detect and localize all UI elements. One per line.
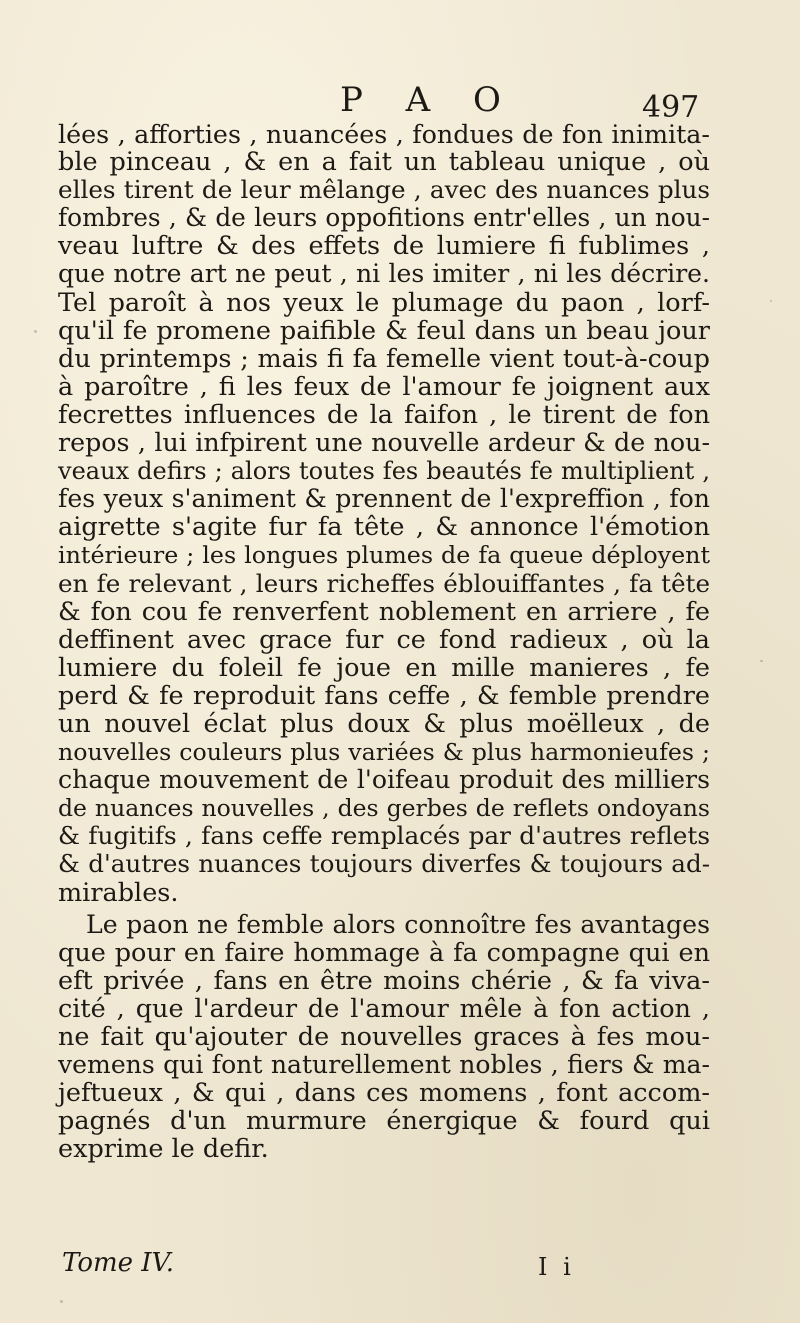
text-line: perd & fe reproduit fans ceffe , & femble prendre: [58, 680, 710, 711]
running-head: P A O: [340, 80, 517, 120]
paper-speck: [770, 300, 772, 302]
text-line: deffinent avec grace fur ce fond radieux , où la: [58, 624, 710, 655]
page-number: 497: [642, 90, 700, 125]
text-line: du printemps ; mais fi fa femelle vient tout-à-coup: [58, 343, 710, 374]
text-line: eft privée , fans en être moins chérie , & fa viva-: [58, 965, 710, 996]
text-line: lumiere du foleil fe joue en mille manieres , fe: [58, 652, 710, 683]
paragraph: [58, 120, 710, 907]
text-line: jeftueux , & qui , dans ces momens , font accom-: [58, 1078, 710, 1109]
text-line: pagnés d'un murmure énergique & fourd qui: [58, 1106, 710, 1137]
text-line: que notre art ne peut , ni les imiter , ni les décrire.: [58, 259, 710, 289]
signature-mark: I i: [538, 1253, 575, 1281]
text-line: & fon cou fe renverfent noblement en arriere , fe: [58, 596, 710, 627]
text-line: vemens qui font naturellement nobles , fiers & ma-: [58, 1050, 710, 1080]
text-line: Le paon ne femble alors connoître fes avantages: [86, 909, 710, 939]
text-line: & fugitifs , fans ceffe remplacés par d'autres reflets: [58, 821, 710, 851]
text-line: Tel paroît à nos yeux le plumage du paon , lorf-: [58, 287, 710, 318]
text-line: veau luftre & des effets de lumiere fi fublimes ,: [58, 231, 710, 262]
text-line: elles tirent de leur mêlange , avec des nuances plus: [58, 175, 710, 205]
text-line: à paroître , fi les feux de l'amour fe joignent aux: [58, 371, 710, 402]
text-line: chaque mouvement de l'oifeau produit des milliers: [58, 765, 710, 795]
page-footer: [0, 1245, 800, 1285]
text-line: de nuances nouvelles , des gerbes de reflets ondoyans: [58, 794, 710, 823]
text-line: fes yeux s'animent & prennent de l'expreffion , fon: [58, 484, 710, 514]
paper-speck: [60, 1300, 63, 1303]
text-line: qu'il fe promene paifible & feul dans un beau jour: [58, 315, 710, 346]
text-line: ble pinceau , & en a fait un tableau unique , où: [58, 147, 710, 178]
volume-label: Tome IV.: [62, 1248, 175, 1278]
paper-speck: [34, 330, 37, 333]
text-line: & d'autres nuances toujours diverfes & toujours ad-: [58, 849, 710, 879]
paper-speck: [760, 660, 763, 662]
text-line: lées , afforties , nuancées , fondues de fon inimita-: [58, 119, 710, 149]
text-line: repos , lui infpirent une nouvelle ardeur & de nou-: [58, 428, 710, 458]
text-line: cité , que l'ardeur de l'amour mêle à fon action ,: [58, 993, 710, 1024]
text-line: mirables.: [58, 877, 179, 908]
text-line: fombres , & de leurs oppofitions entr'elles , un nou-: [58, 203, 710, 233]
page-header: [0, 78, 800, 125]
text-line: nouvelles couleurs plus variées & plus harmonieufes ;: [58, 738, 710, 767]
text-line: veaux defirs ; alors toutes fes beautés fe multiplient ,: [58, 457, 710, 486]
text-line: aigrette s'agite fur fa tête , & annonce l'émotion: [58, 512, 710, 543]
text-line: en fe relevant , leurs richeffes éblouiffantes , fa tête: [58, 568, 710, 598]
text-line: exprime le defir.: [58, 1134, 269, 1165]
body-text: [58, 120, 710, 1163]
text-line: intérieure ; les longues plumes de fa queue déployent: [58, 541, 710, 570]
text-line: un nouvel éclat plus doux & plus moëlleux , de: [58, 708, 710, 739]
paragraph: [58, 911, 710, 1164]
text-line: que pour en faire hommage à fa compagne qui en: [58, 937, 710, 968]
text-line: fecrettes influences de la faifon , le tirent de fon: [58, 399, 710, 430]
text-line: ne fait qu'ajouter de nouvelles graces à fes mou-: [58, 1022, 710, 1052]
